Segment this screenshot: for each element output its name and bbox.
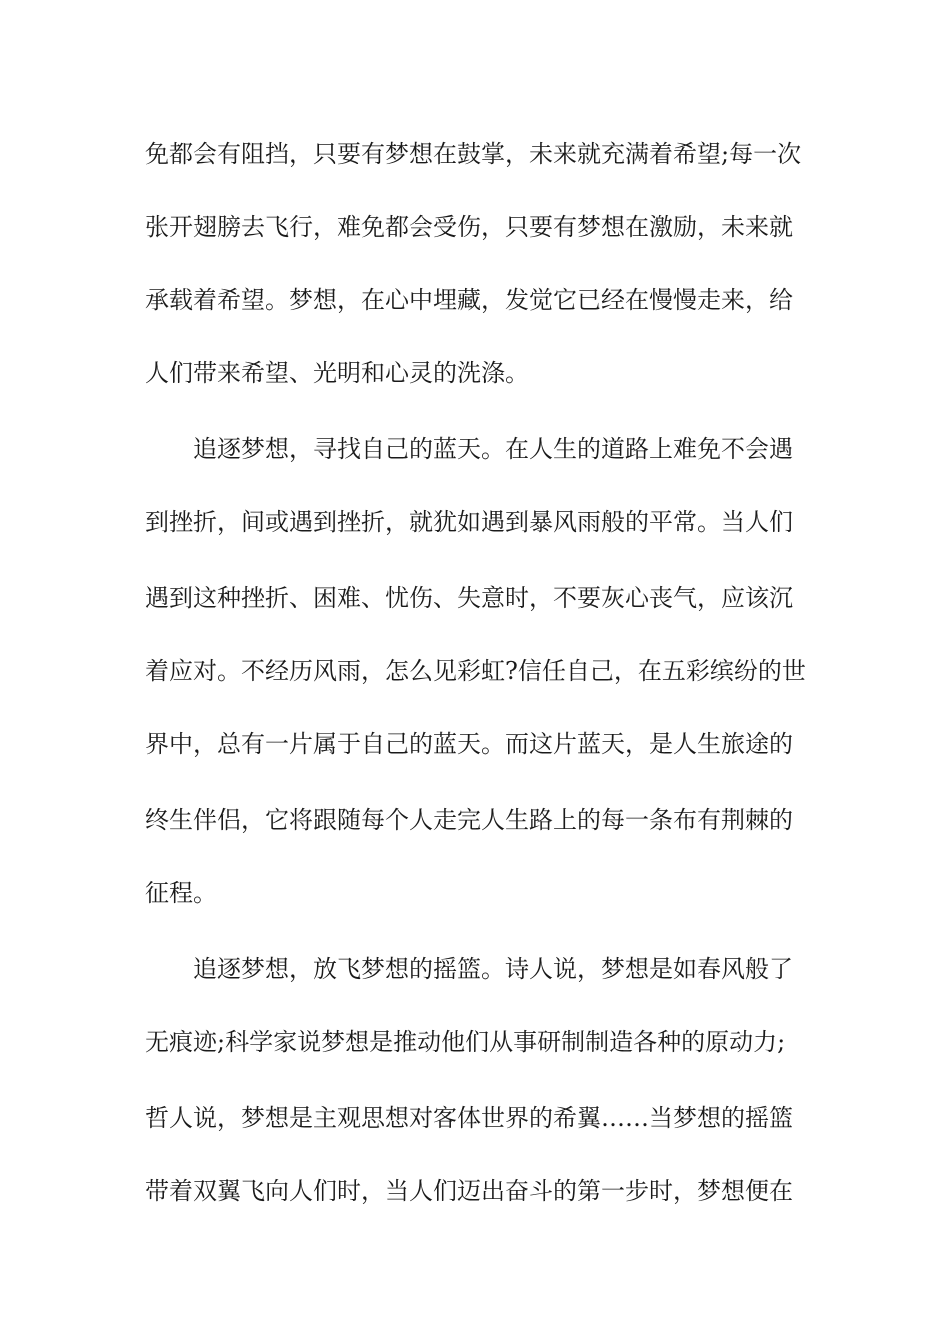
text-line: 终生伴侣，它将跟随每个人走完人生路上的每一条布有荆棘的: [145, 806, 793, 834]
text-line: 征程。: [145, 879, 217, 907]
text-line: 着应对。不经历风雨，怎么见彩虹?信任自己，在五彩缤纷的世: [145, 657, 806, 685]
text-line: 追逐梦想，放飞梦想的摇篮。诗人说，梦想是如春风般了: [193, 955, 793, 983]
text-line: 无痕迹;科学家说梦想是推动他们从事研制制造各种的原动力;: [145, 1028, 786, 1056]
text-line: 带着双翼飞向人们时，当人们迈出奋斗的第一步时，梦想便在: [145, 1177, 793, 1205]
text-line: 张开翅膀去飞行，难免都会受伤，只要有梦想在激励，未来就: [145, 213, 793, 241]
text-line: 遇到这种挫折、困难、忧伤、失意时，不要灰心丧气，应该沉: [145, 584, 793, 612]
text-line: 承载着希望。梦想，在心中埋藏，发觉它已经在慢慢走来，给: [145, 286, 793, 314]
text-line: 界中，总有一片属于自己的蓝天。而这片蓝天，是人生旅途的: [145, 730, 793, 758]
text-line: 到挫折，间或遇到挫折，就犹如遇到暴风雨般的平常。当人们: [145, 508, 793, 536]
text-line: 人们带来希望、光明和心灵的洗涤。: [145, 359, 529, 387]
text-line: 追逐梦想，寻找自己的蓝天。在人生的道路上难免不会遇: [193, 435, 793, 463]
text-line: 免都会有阻挡，只要有梦想在鼓掌，未来就充满着希望;每一次: [145, 140, 802, 168]
text-line: 哲人说，梦想是主观思想对客体世界的希翼……当梦想的摇篮: [145, 1104, 793, 1132]
